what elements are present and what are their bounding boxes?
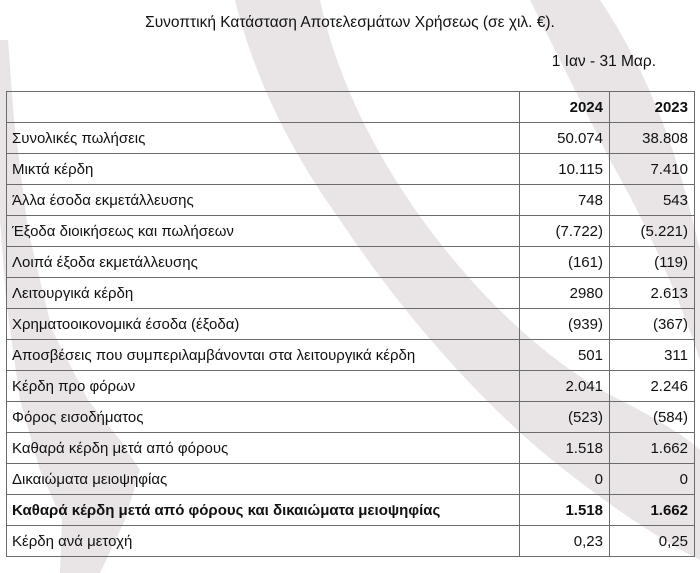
- table-row: [7, 371, 695, 402]
- row-label: Καθαρά κέρδη μετά από φόρους και δικαιώματα μειοψηφίας: [7, 495, 520, 526]
- row-label: Κέρδη προ φόρων: [7, 371, 520, 402]
- value-2023: 311: [610, 340, 695, 371]
- row-label: Κέρδη ανά μετοχή: [7, 526, 520, 557]
- value-2023: 0,25: [610, 526, 695, 557]
- value-2024: (7.722): [520, 216, 610, 247]
- value-2024: 748: [520, 185, 610, 216]
- table-row: [7, 402, 695, 433]
- table-row: [7, 247, 695, 278]
- header-row: [7, 92, 695, 123]
- header-label-cell: [7, 92, 520, 123]
- value-2024: (161): [520, 247, 610, 278]
- row-label: Χρηματοοικονομικά έσοδα (έξοδα): [7, 309, 520, 340]
- value-2024: 1.518: [520, 495, 610, 526]
- value-2023: 1.662: [610, 495, 695, 526]
- row-label: Λοιπά έξοδα εκμετάλλευσης: [7, 247, 520, 278]
- value-2023: 543: [610, 185, 695, 216]
- value-2024: 0: [520, 464, 610, 495]
- header-year-2024: 2024: [520, 92, 610, 123]
- row-label: Καθαρά κέρδη μετά από φόρους: [7, 433, 520, 464]
- table-row-total: [7, 495, 695, 526]
- value-2023: 0: [610, 464, 695, 495]
- row-label: Έξοδα διοικήσεως και πωλήσεων: [7, 216, 520, 247]
- statement-title: Συνοπτική Κατάσταση Αποτελεσμάτων Χρήσεως (σε χιλ. €).: [145, 14, 555, 31]
- row-label: Μικτά κέρδη: [7, 154, 520, 185]
- table-row: [7, 464, 695, 495]
- table-row: [7, 278, 695, 309]
- value-2024: 1.518: [520, 433, 610, 464]
- header-year-2023: 2023: [610, 92, 695, 123]
- value-2023: (367): [610, 309, 695, 340]
- table-row: [7, 123, 695, 154]
- row-label: Δικαιώματα μειοψηφίας: [7, 464, 520, 495]
- table-row: [7, 433, 695, 464]
- value-2023: 1.662: [610, 433, 695, 464]
- value-2023: 2.246: [610, 371, 695, 402]
- value-2024: 50.074: [520, 123, 610, 154]
- row-label: Λειτουργικά κέρδη: [7, 278, 520, 309]
- period-label: 1 Ιαν - 31 Μαρ.: [551, 53, 656, 70]
- table-row: [7, 340, 695, 371]
- value-2024: 0,23: [520, 526, 610, 557]
- value-2024: 2.041: [520, 371, 610, 402]
- value-2024: 501: [520, 340, 610, 371]
- value-2023: (119): [610, 247, 695, 278]
- row-label: Φόρος εισοδήματος: [7, 402, 520, 433]
- value-2023: (5.221): [610, 216, 695, 247]
- table-row: [7, 185, 695, 216]
- table-row: [7, 309, 695, 340]
- row-label: Συνολικές πωλήσεις: [7, 123, 520, 154]
- income-statement-table: [6, 91, 695, 557]
- table-row: [7, 154, 695, 185]
- value-2023: 7.410: [610, 154, 695, 185]
- row-label: Αποσβέσεις που συμπεριλαμβάνονται στα λειτουργικά κέρδη: [7, 340, 520, 371]
- value-2024: 2980: [520, 278, 610, 309]
- table-row: [7, 526, 695, 557]
- value-2024: 10.115: [520, 154, 610, 185]
- value-2024: (523): [520, 402, 610, 433]
- value-2024: (939): [520, 309, 610, 340]
- table-row: [7, 216, 695, 247]
- value-2023: 38.808: [610, 123, 695, 154]
- value-2023: (584): [610, 402, 695, 433]
- value-2023: 2.613: [610, 278, 695, 309]
- row-label: Άλλα έσοδα εκμετάλλευσης: [7, 185, 520, 216]
